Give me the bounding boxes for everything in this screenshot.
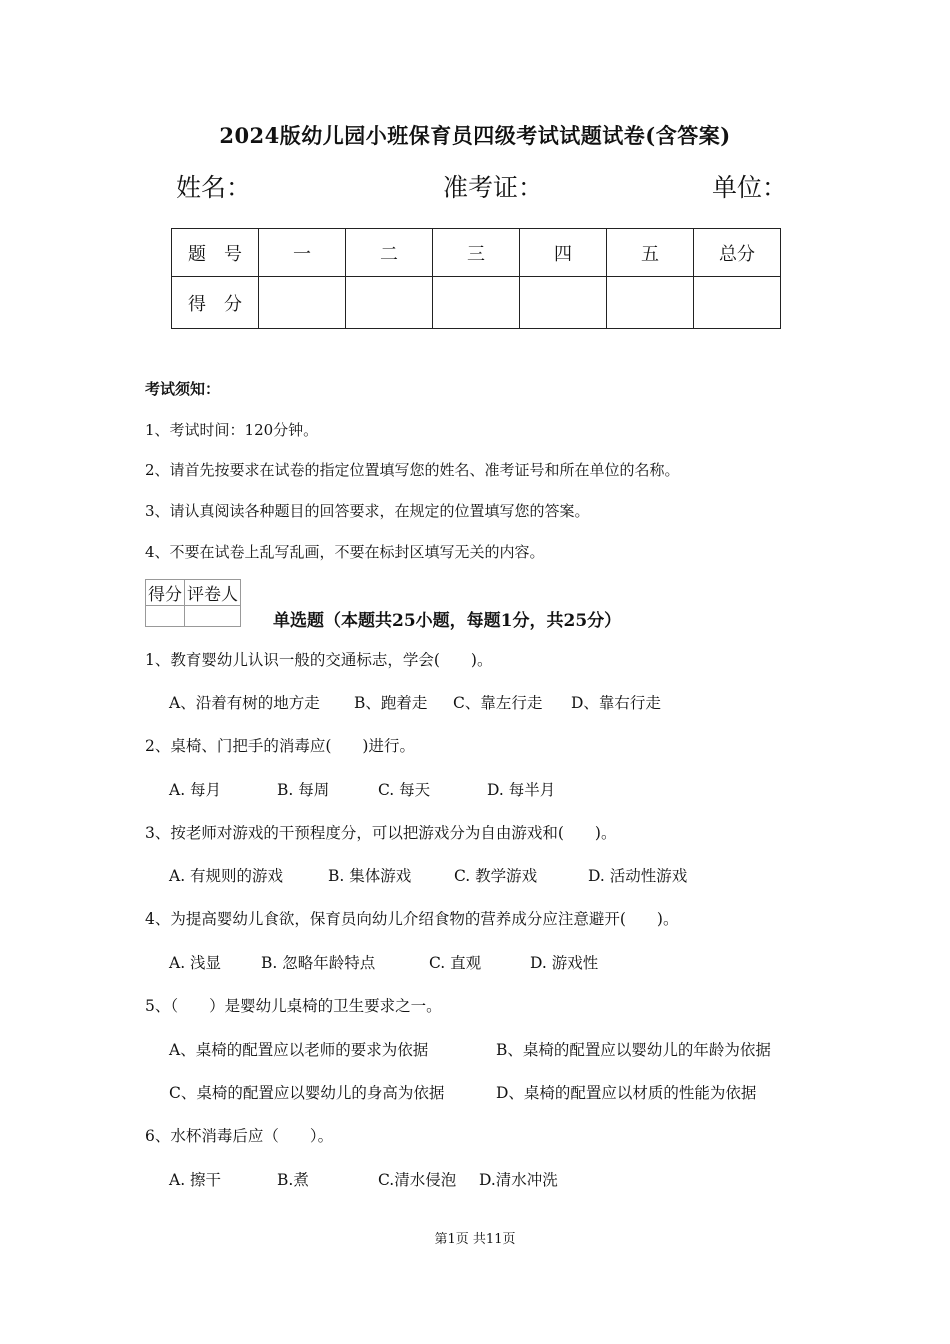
score-header-cell: 一 [259, 229, 346, 277]
score-cell [433, 277, 520, 329]
question-option: B. 忽略年龄特点 [261, 954, 376, 972]
question-stem: 3、按老师对游戏的干预程度分，可以把游戏分为自由游戏和( )。 [145, 824, 617, 842]
score-header-cell: 四 [520, 229, 607, 277]
question-stem: 5、（ ）是婴幼儿桌椅的卫生要求之一。 [145, 997, 442, 1015]
question-option: C. 教学游戏 [454, 867, 538, 885]
question-option: A. 浅显 [169, 954, 222, 972]
exam-id-field-label: 准考证： [443, 173, 544, 202]
score-header-cell: 三 [433, 229, 520, 277]
question-option: C、靠左行走 [453, 694, 543, 712]
question-option: B、桌椅的配置应以婴幼儿的年龄为依据 [496, 1041, 771, 1059]
notice-item: 4、不要在试卷上乱写乱画，不要在标封区填写无关的内容。 [145, 543, 545, 561]
question-option: B、跑着走 [354, 694, 428, 712]
question-option: D、靠右行走 [571, 694, 661, 712]
notice-item: 1、考试时间：120分钟。 [145, 421, 319, 439]
question-option: A、沿着有树的地方走 [169, 694, 320, 712]
score-header-cell: 五 [607, 229, 694, 277]
question-option: C. 直观 [429, 954, 482, 972]
question-stem: 4、为提高婴幼儿食欲，保育员向幼儿介绍食物的营养成分应注意避开( )。 [145, 910, 679, 928]
notice-item: 3、请认真阅读各种题目的回答要求，在规定的位置填写您的答案。 [145, 502, 590, 520]
score-cell [520, 277, 607, 329]
score-table-score-row [172, 277, 781, 329]
question-option: B. 集体游戏 [328, 867, 412, 885]
question-option: B. 每周 [277, 781, 330, 799]
question-stem: 2、桌椅、门把手的消毒应( )进行。 [145, 737, 415, 755]
grader-box [145, 579, 241, 627]
score-table [171, 228, 781, 329]
question-option: D.清水冲洗 [479, 1171, 558, 1189]
section-title: 单选题（本题共25小题，每题1分，共25分） [273, 611, 622, 631]
score-cell [346, 277, 433, 329]
question-option: D、桌椅的配置应以材质的性能为依据 [496, 1084, 757, 1102]
score-cell [259, 277, 346, 329]
grader-score-cell [146, 606, 185, 627]
grader-box-blank-row [146, 606, 241, 627]
score-header-cell: 题 号 [172, 229, 259, 277]
question-option: A. 有规则的游戏 [169, 867, 284, 885]
score-header-cell: 二 [346, 229, 433, 277]
question-option: D. 游戏性 [530, 954, 599, 972]
question-option: A. 每月 [169, 781, 222, 799]
exam-title: 2024版幼儿园小班保育员四级考试试题试卷(含答案) [219, 123, 731, 148]
grader-name-label: 评卷人 [185, 580, 241, 606]
question-stem: 6、水杯消毒后应（ ）。 [145, 1127, 334, 1145]
score-header-cell: 总分 [694, 229, 781, 277]
question-option: D. 每半月 [487, 781, 556, 799]
grader-score-label: 得分 [146, 580, 185, 606]
unit-field-label: 单位： [712, 173, 788, 202]
page-footer: 第1页 共11页 [434, 1232, 516, 1247]
score-cell [694, 277, 781, 329]
notice-heading: 考试须知： [145, 380, 221, 398]
question-option: C.清水侵泡 [378, 1171, 457, 1189]
question-option: B.煮 [277, 1171, 309, 1189]
score-cell [607, 277, 694, 329]
question-option: A. 擦干 [169, 1171, 222, 1189]
score-table-header-row [172, 229, 781, 277]
question-stem: 1、教育婴幼儿认识一般的交通标志，学会( )。 [145, 651, 493, 669]
question-option: D. 活动性游戏 [588, 867, 688, 885]
name-field-label: 姓名： [176, 173, 252, 202]
question-option: C. 每天 [378, 781, 431, 799]
grader-box-header-row [146, 580, 241, 606]
notice-item: 2、请首先按要求在试卷的指定位置填写您的姓名、准考证号和所在单位的名称。 [145, 461, 680, 479]
grader-name-cell [185, 606, 241, 627]
question-option: C、桌椅的配置应以婴幼儿的身高为依据 [169, 1084, 445, 1102]
question-option: A、桌椅的配置应以老师的要求为依据 [169, 1041, 429, 1059]
score-row-label: 得 分 [172, 277, 259, 329]
